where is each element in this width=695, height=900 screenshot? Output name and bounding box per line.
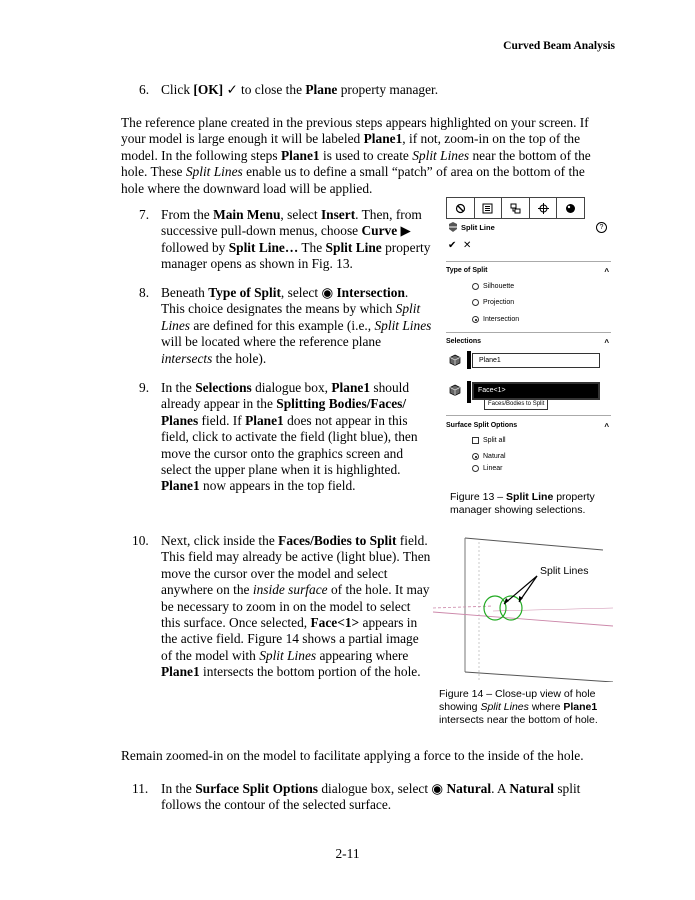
field-tooltip: Faces/Bodies to Split <box>484 399 548 410</box>
faces-to-split-field[interactable]: Face<1> <box>472 382 600 400</box>
tree-icon[interactable] <box>502 198 530 218</box>
surface-split-options-header[interactable]: Surface Split Options ^ <box>446 422 609 431</box>
figure-13-caption: Figure 13 – Split Line property manager showing selections. <box>450 491 595 516</box>
ok-button[interactable]: ✔ <box>448 240 457 251</box>
list-icon[interactable] <box>475 198 503 218</box>
type-of-split-header[interactable]: Type of Split ^ <box>446 267 609 276</box>
split-line-property-manager <box>446 197 616 480</box>
cube-icon <box>449 354 461 366</box>
wrench-icon[interactable] <box>447 198 475 218</box>
pm-title: Split Line <box>461 223 495 232</box>
figure-14-caption: Figure 14 – Close-up view of hole showing Split Lines where Plane1 intersects near the bottom of hole. <box>439 688 598 726</box>
split-line-icon <box>448 222 458 234</box>
manager-tabs <box>446 197 585 219</box>
running-header: Curved Beam Analysis <box>503 40 615 52</box>
cancel-button[interactable]: ✕ <box>463 240 472 251</box>
help-icon[interactable]: ? <box>596 222 607 233</box>
sphere-icon[interactable] <box>557 198 584 218</box>
splitting-planes-field[interactable]: Plane1 <box>472 353 600 368</box>
collapse-icon: ^ <box>604 267 609 276</box>
collapse-icon: ^ <box>604 338 609 347</box>
selections-header[interactable]: Selections ^ <box>446 338 609 347</box>
option-intersection[interactable]: Intersection <box>472 316 519 323</box>
intro-paragraph: The reference plane created in the previous steps appears highlighted on your screen. If your model is large enough it will be labeled Plane1, if not, zoom-in on the top of the model. In the following steps Plane1 is used to create Split Lines near the bottom of the hole. These Split Lines enable us to define a small “patch” of area on the bottom of the hole where the downward load will be applied. <box>121 115 591 196</box>
option-linear[interactable]: Linear <box>472 465 502 472</box>
page-number: 2-11 <box>335 846 360 861</box>
remain-zoomed-paragraph: Remain zoomed-in on the model to facilitate applying a force to the inside of the hole. <box>121 748 584 763</box>
crosshair-icon[interactable] <box>530 198 558 218</box>
split-lines-label: Split Lines <box>540 565 589 577</box>
collapse-icon: ^ <box>604 422 609 431</box>
option-natural[interactable]: Natural <box>472 453 506 460</box>
option-projection[interactable]: Projection <box>472 299 514 306</box>
option-silhouette[interactable]: Silhouette <box>472 283 514 290</box>
figure-14-model-view <box>433 536 613 682</box>
split-all-checkbox[interactable]: Split all <box>472 437 506 444</box>
cube-icon <box>449 384 461 396</box>
